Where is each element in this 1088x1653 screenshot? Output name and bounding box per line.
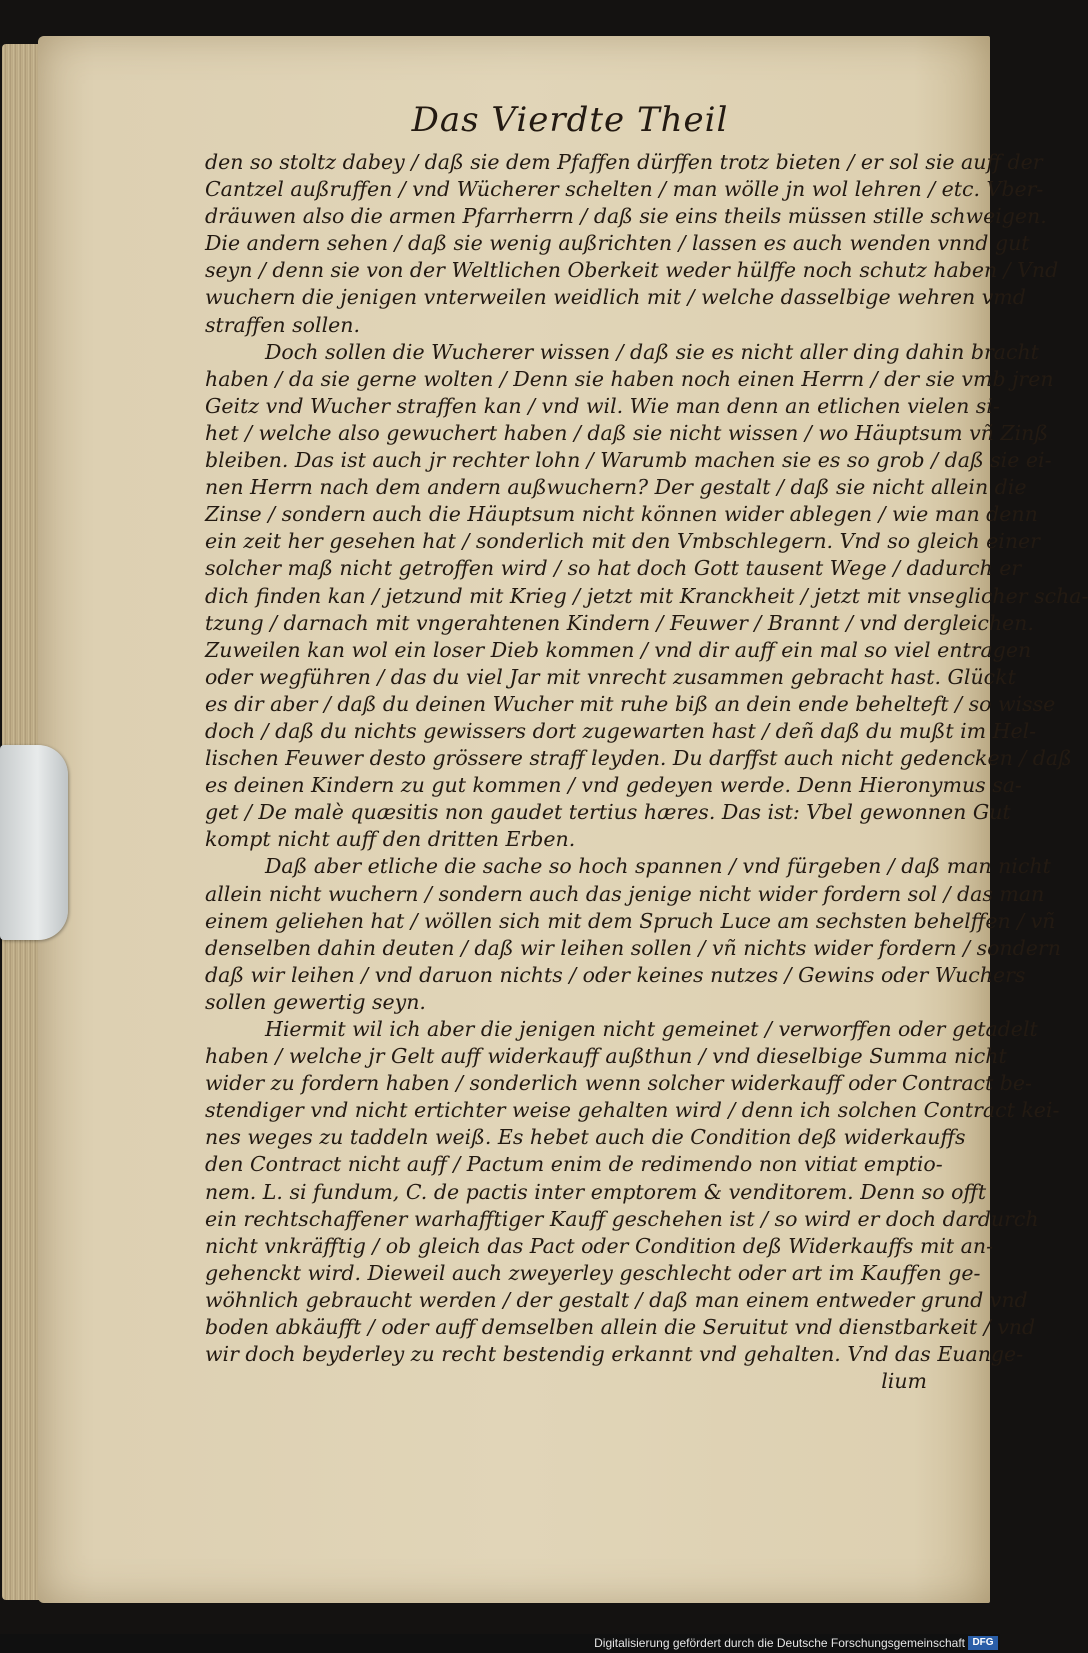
text-line: Doch sollen die Wucherer wissen / daß sie es nicht aller ding dahin bracht bbox=[265, 339, 1039, 364]
text-line: het / welche also gewuchert haben / daß sie nicht wissen / wo Häuptsum vñ Zinß bbox=[205, 420, 1049, 445]
text-block bbox=[205, 95, 1088, 1395]
text-line: seyn / denn sie von der Weltlichen Oberkeit weder hülffe noch schutz haben / Vnd bbox=[205, 258, 1059, 283]
text-line: nicht vnkräfftig / ob gleich das Pact oder Condition deß Widerkauffs mit an- bbox=[205, 1233, 994, 1258]
text-line: tzung / darnach mit vngerahtenen Kindern / Feuwer / Brannt / vnd dergleichen. bbox=[205, 610, 1034, 635]
text-line: wir doch beyderley zu recht bestendig erkannt vnd gehalten. Vnd das Euange- bbox=[205, 1342, 1024, 1367]
text-line: oder wegführen / das du viel Jar mit vnrecht zusammen gebracht hast. Glückt bbox=[205, 664, 1016, 689]
text-line: den so stoltz dabey / daß sie dem Pfaffen dürffen trotz bieten / er sol sie auff der bbox=[205, 150, 1043, 174]
text-line: Hiermit wil ich aber die jenigen nicht gemeinet / verworffen oder getadelt bbox=[265, 1017, 1038, 1041]
text-line: allein nicht wuchern / sondern auch das jenige nicht wider fordern sol / das man bbox=[205, 881, 1045, 906]
text-line: es dir aber / daß du deinen Wucher mit ruhe biß an dein ende behelteft / so wisse bbox=[205, 691, 1056, 716]
text-line: denselben dahin deuten / daß wir leihen sollen / vñ nichts wider fordern / sondern bbox=[205, 935, 1061, 960]
text-line: get / De malè quæsitis non gaudet tertius hæres. Das ist: Vbel gewonnen Gut bbox=[205, 800, 1011, 825]
text-line: dräuwen also die armen Pfarrherrn / daß sie eins theils müssen stille schweigen. bbox=[205, 204, 1047, 229]
catchword: lium bbox=[881, 1369, 927, 1394]
text-line: gehenckt wird. Dieweil auch zweyerley geschlecht oder art im Kauffen ge- bbox=[205, 1260, 981, 1285]
text-line: Die andern sehen / daß sie wenig außrichten / lassen es auch wenden vnnd gut bbox=[205, 231, 1030, 256]
text-line: lischen Feuwer desto grössere straff leyden. Du darffst auch nicht gedencken / daß bbox=[205, 746, 1072, 771]
text-line: wöhnlich gebraucht werden / der gestalt / daß man einem entweder grund vnd bbox=[205, 1287, 1028, 1312]
bookmark-ribbon bbox=[0, 745, 68, 940]
text-line: wider zu fordern haben / sonderlich wenn solcher widerkauff oder Contract be- bbox=[205, 1071, 1032, 1096]
text-line: einem geliehen hat / wöllen sich mit dem Spruch Luce am sechsten behelffen / vñ bbox=[205, 908, 1056, 933]
text-line: dich finden kan / jetzund mit Krieg / jetzt mit Kranckheit / jetzt mit vnseglicher scha- bbox=[205, 583, 1088, 608]
text-line: kompt nicht auff den dritten Erben. bbox=[205, 827, 576, 852]
body-text bbox=[205, 149, 1088, 1368]
text-line: solcher maß nicht getroffen wird / so hat doch Gott tausent Wege / dadurch er bbox=[205, 556, 1022, 581]
text-line: Cantzel außruffen / vnd Wücherer schelten / man wölle jn wol lehren / etc. Vber- bbox=[205, 177, 1044, 202]
text-line: ein zeit her gesehen hat / sonderlich mit den Vmbschlegern. Vnd so gleich einer bbox=[205, 529, 1040, 554]
text-line: den Contract nicht auff / Pactum enim de redimendo non vitiat emptio- bbox=[205, 1152, 943, 1177]
text-line: boden abkäufft / oder auff demselben allein die Seruitut vnd dienstbarkeit / vnd bbox=[205, 1315, 1036, 1340]
text-line: doch / daß du nichts gewissers dort zugewarten hast / deñ daß du mußt im Hel- bbox=[205, 718, 1037, 743]
running-head: Das Vierdte Theil bbox=[411, 100, 729, 140]
text-line: daß wir leihen / vnd daruon nichts / oder keines nutzes / Gewins oder Wuchers bbox=[205, 962, 1026, 987]
text-line: Zuweilen kan wol ein loser Dieb kommen / vnd dir auff ein mal so viel entragen bbox=[205, 637, 1032, 662]
text-line: haben / welche jr Gelt auff widerkauff außthun / vnd dieselbige Summa nicht bbox=[205, 1044, 1007, 1069]
text-line: nem. L. si fundum, C. de pactis inter emptorem & venditorem. Denn so offt bbox=[205, 1179, 987, 1204]
text-line: ein rechtschaffener warhafftiger Kauff geschehen ist / so wird er doch dardurch bbox=[205, 1206, 1039, 1231]
text-line: bleiben. Das ist auch jr rechter lohn / Warumb machen sie es so grob / daß sie ei- bbox=[205, 448, 1052, 473]
text-line: haben / da sie gerne wolten / Denn sie haben noch einen Herrn / der sie vmb jren bbox=[205, 366, 1054, 391]
text-line: nen Herrn nach dem andern außwuchern? Der gestalt / daß sie nicht allein die bbox=[205, 475, 1027, 500]
text-line: straffen sollen. bbox=[205, 312, 360, 337]
text-line: sollen gewertig seyn. bbox=[205, 989, 426, 1014]
text-line: nes weges zu taddeln weiß. Es hebet auch die Condition deß widerkauffs bbox=[205, 1125, 966, 1150]
text-line: es deinen Kindern zu gut kommen / vnd gedeyen werde. Denn Hieronymus sa- bbox=[205, 773, 1022, 798]
footer-credit: Digitalisierung gefördert durch die Deutsche Forschungsgemeinschaft bbox=[594, 1636, 965, 1650]
text-line: stendiger vnd nicht ertichter weise gehalten wird / denn ich solchen Contract kei- bbox=[205, 1098, 1060, 1123]
text-line: Geitz vnd Wucher straffen kan / vnd wil. Wie man denn an etlichen vielen si- bbox=[205, 393, 1000, 418]
text-line: Daß aber etliche die sache so hoch spannen / vnd fürgeben / daß man nicht bbox=[265, 854, 1051, 879]
text-line: Zinse / sondern auch die Häuptsum nicht können wider ablegen / wie man denn bbox=[205, 502, 1038, 527]
dfg-logo: DFG bbox=[968, 1636, 998, 1650]
text-line: wuchern die jenigen vnterweilen weidlich mit / welche dasselbige wehren vmd bbox=[205, 285, 1026, 310]
